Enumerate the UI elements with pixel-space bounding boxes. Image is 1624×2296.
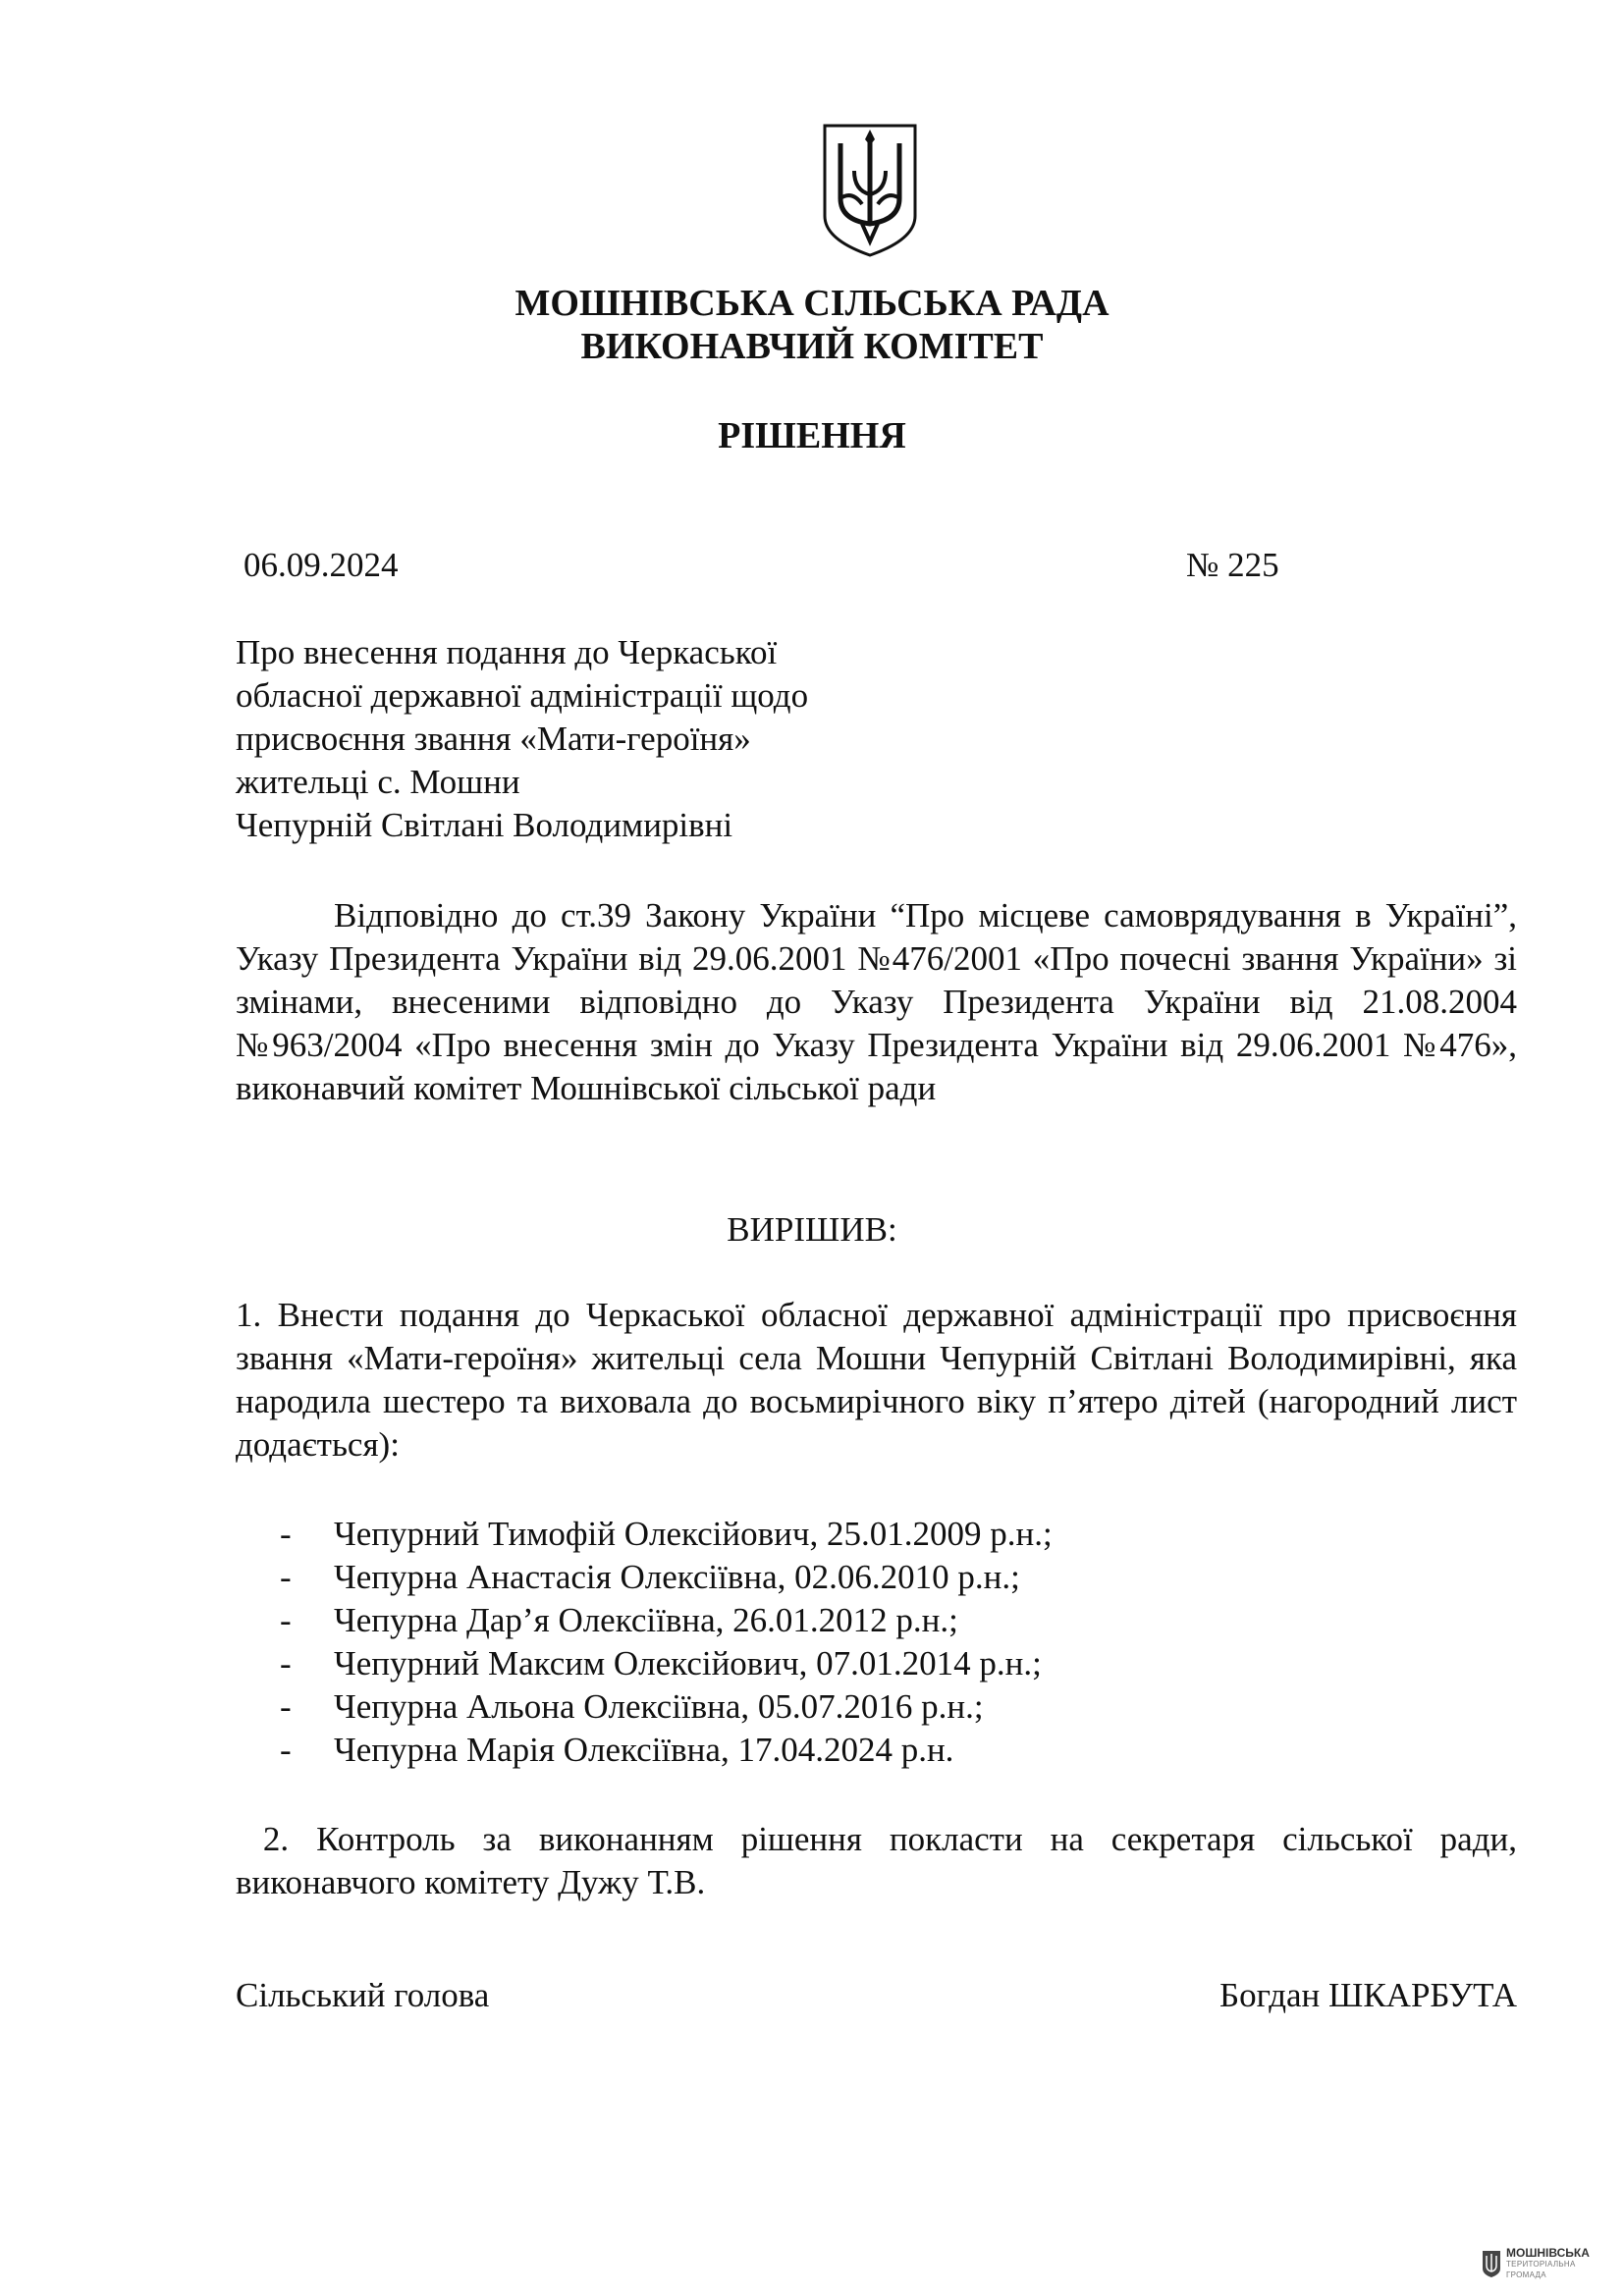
child-entry: Чепурна Альона Олексіївна, 05.07.2016 р.н.;	[334, 1687, 984, 1726]
child-entry: Чепурна Дар’я Олексіївна, 26.01.2012 р.н.;	[334, 1601, 958, 1639]
child-entry: Чепурний Максим Олексійович, 07.01.2014 р.н.;	[334, 1644, 1042, 1682]
decision-date: 06.09.2024	[244, 546, 399, 584]
list-item	[280, 1642, 1458, 1685]
trident-icon	[1481, 2249, 1502, 2278]
decision-subject	[236, 631, 982, 847]
signatory-position: Сільський голова	[236, 1976, 490, 2014]
list-marker: -	[280, 1644, 292, 1682]
list-item	[280, 1729, 1458, 1772]
preamble-paragraph: Відповідно до ст.39 Закону України “Про місцеве самоврядування в Україні”, Указу Президента України від 29.06.2001 №476/2001 «Про почесні звання України» зі змінами, внесеними відповідно до Указу Президента України від 21.08.2004 №963/2004 «Про внесення змін до Указу Президента України від 29.06.2001 №476», виконавчий комітет Мошнівської сільської ради	[236, 896, 1517, 1107]
list-marker: -	[280, 1731, 292, 1769]
logo-line-2: ТЕРИТОРІАЛЬНА	[1506, 2259, 1576, 2269]
child-entry: Чепурний Тимофій Олексійович, 25.01.2009 р.н.;	[334, 1515, 1053, 1553]
committee-name: ВИКОНАВЧИЙ КОМІТЕТ	[580, 326, 1044, 367]
list-marker: -	[280, 1558, 292, 1596]
list-item	[280, 1599, 1458, 1642]
subject-line: Чепурній Світлані Володимирівні	[236, 806, 733, 844]
signatory-name: Богдан ШКАРБУТА	[1219, 1976, 1517, 2014]
child-entry: Чепурна Марія Олексіївна, 17.04.2024 р.н.	[334, 1731, 954, 1769]
coat-of-arms-icon	[819, 122, 921, 259]
subject-line: жительці с. Мошни	[236, 763, 520, 801]
logo-line-3: ГРОМАДА	[1506, 2269, 1546, 2279]
document-type: РІШЕННЯ	[718, 415, 906, 456]
subject-line: присвоєння звання «Мати-героїня»	[236, 720, 751, 758]
decision-number: № 225	[1186, 546, 1279, 584]
community-logo	[1481, 2240, 1618, 2287]
organization-name: МОШНІВСЬКА СІЛЬСЬКА РАДА	[514, 283, 1110, 324]
subject-line: Про внесення подання до Черкаської	[236, 633, 778, 671]
point-1-paragraph: 1. Внести подання до Черкаської обласної державної адміністрації про присвоєння звання «Мати-героїня» жительці села Мошни Чепурній Світлані Володимирівні, яка народила шестеро та виховала до восьмирічного віку п’ятеро дітей (нагородний лист додається):	[236, 1296, 1517, 1464]
list-marker: -	[280, 1601, 292, 1639]
list-marker: -	[280, 1687, 292, 1726]
logo-line-1: МОШНІВСЬКА	[1506, 2245, 1590, 2260]
list-item	[280, 1685, 1458, 1729]
list-item	[280, 1513, 1458, 1556]
child-entry: Чепурна Анастасія Олексіївна, 02.06.2010 р.н.;	[334, 1558, 1020, 1596]
list-marker: -	[280, 1515, 292, 1553]
point-2-paragraph: 2. Контроль за виконанням рішення покласти на секретаря сільської ради, виконавчого комітету Дужу Т.В.	[236, 1820, 1526, 1901]
children-list	[280, 1513, 1458, 1772]
subject-line: обласної державної адміністрації щодо	[236, 676, 809, 715]
list-item	[280, 1556, 1458, 1599]
decided-heading: ВИРІШИВ:	[727, 1210, 897, 1249]
